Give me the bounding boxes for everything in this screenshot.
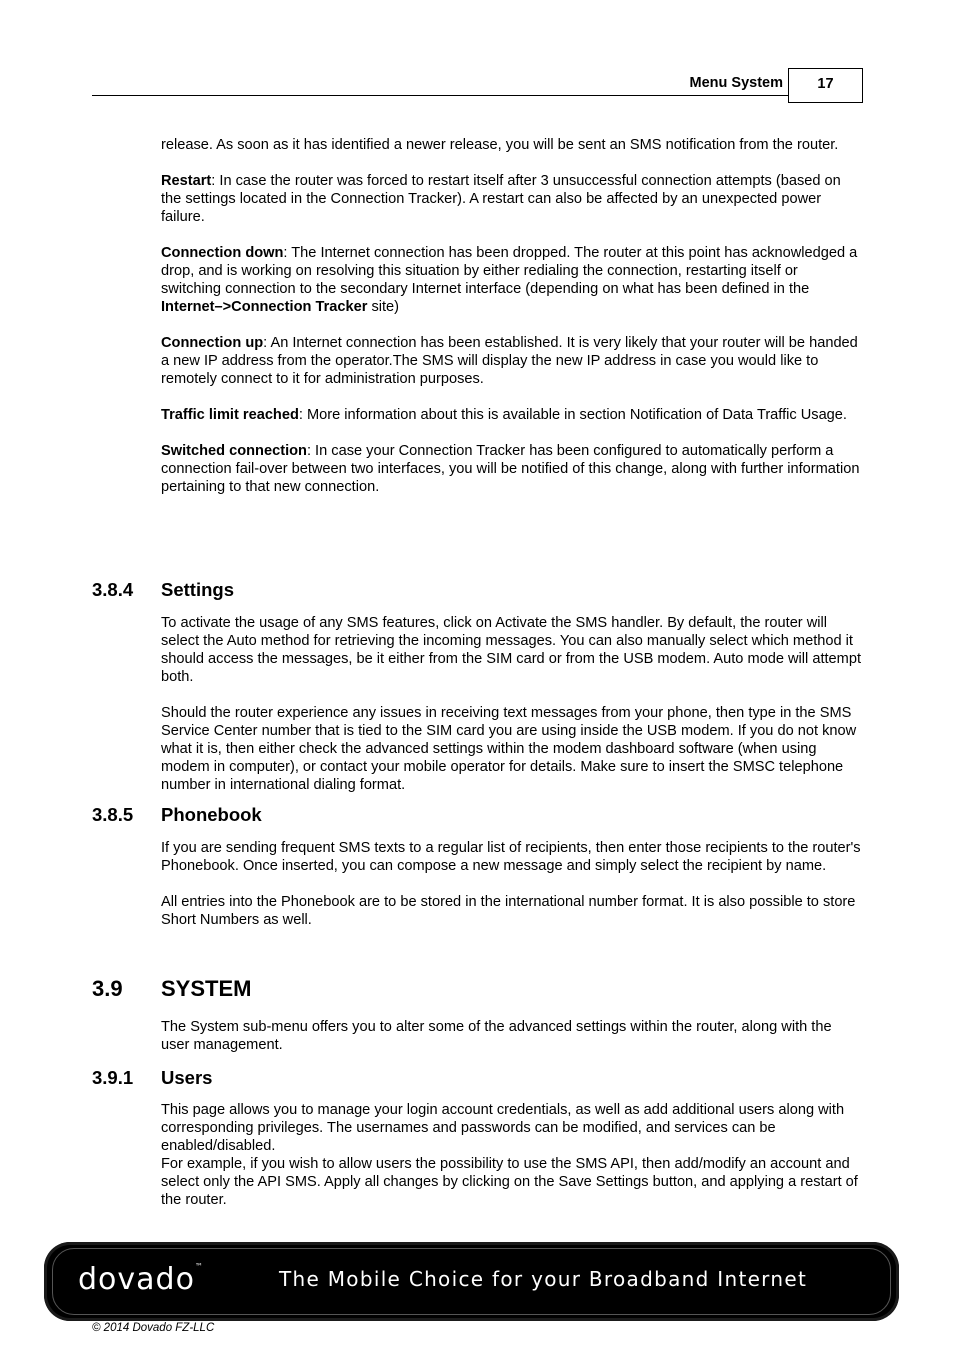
sms-notification-list (161, 136, 861, 496)
header-rule (92, 95, 788, 96)
definition: : The Internet connection has been dropped. The router at this point has acknowledged a drop, and is working on resolving this situation by either redialing the connection, restarting itself or switching connection to the secondary Internet interface (depending on what has been defined in the (161, 245, 858, 297)
users-body (161, 1101, 861, 1209)
definition-tail: site) (367, 299, 400, 315)
definition: : In case the router was forced to restart itself after 3 unsuccessful connection attempts (based on the settings located in the Connection Tracker). A restart can also be affected by an unexpected power failure. (161, 173, 841, 225)
connection-up-item (161, 334, 861, 388)
definition: : An Internet connection has been established. It is very likely that your router will be handed a new IP address from the operator.The SMS will display the new IP address in case you would like to remotely connect to it for administration purposes. (161, 335, 858, 387)
paragraph: If you are sending frequent SMS texts to a regular list of recipients, then enter those recipients to the router's Phonebook. Once inserted, you can compose a new message and simply select the recipient by name. (161, 840, 861, 874)
term: Restart (161, 173, 212, 189)
page-number-box (788, 68, 863, 103)
section-title: Phonebook (161, 804, 262, 825)
running-header-title: Menu System (689, 75, 783, 91)
banner-slogan: The Mobile Choice for your Broadband Internet (279, 1267, 808, 1291)
copyright-notice: © 2014 Dovado FZ-LLC (92, 1322, 215, 1334)
trademark-icon: ™ (194, 1262, 204, 1271)
section-number: 3.9.1 (92, 1067, 134, 1088)
definition: : More information about this is available in section Notification of Data Traffic Usage. (298, 407, 847, 423)
system-body (161, 1018, 861, 1054)
section-number: 3.8.5 (92, 804, 134, 825)
section-title: Users (161, 1067, 213, 1088)
term: Connection down (161, 245, 284, 261)
page-number: 17 (817, 76, 834, 92)
footer-banner (44, 1242, 899, 1321)
dovado-logo (78, 1262, 204, 1297)
paragraph: release. As soon as it has identified a newer release, you will be sent an SMS notification from the router. (161, 137, 839, 153)
logo-text: dovado (78, 1262, 195, 1297)
term: Switched connection (161, 443, 307, 459)
section-title: Settings (161, 579, 234, 600)
section-title: SYSTEM (161, 976, 252, 1001)
menu-path: Internet–>Connection Tracker (161, 299, 368, 315)
switched-connection-item (161, 442, 861, 496)
paragraph: The System sub-menu offers you to alter some of the advanced settings within the router, along with the user management. (161, 1019, 832, 1053)
restart-item (161, 172, 861, 226)
section-number: 3.8.4 (92, 579, 134, 600)
term: Connection up (161, 335, 264, 351)
paragraph: All entries into the Phonebook are to be stored in the international number format. It is also possible to store Short Numbers as well. (161, 894, 856, 928)
paragraph: For example, if you wish to allow users the possibility to use the SMS API, then add/modify an account and select only the API SMS. Apply all changes by clicking on the Save Settings button, and applying a restart of the router. (161, 1156, 858, 1208)
paragraph: This page allows you to manage your login account credentials, as well as add additional users along with corresponding privileges. The usernames and passwords can be modified, and services can be enabled/disabled. (161, 1102, 845, 1154)
connection-down-item (161, 244, 861, 316)
phonebook-body (161, 839, 861, 929)
section-number: 3.9 (92, 976, 123, 1001)
paragraph: Should the router experience any issues in receiving text messages from your phone, then type in the SMS Service Center number that is tied to the SIM card you are using inside the USB modem. If you do not know what it is, then either check the advanced settings within the modem dashboard software (when using modem in computer), or contact your mobile operator for details. Make sure to insert the SMSC telephone number in international dialing format. (161, 705, 857, 793)
settings-body (161, 614, 861, 794)
paragraph: To activate the usage of any SMS features, click on Activate the SMS handler. By default, the router will select the Auto method for retrieving the incoming messages. You can also manually select which method it should access the messages, be it either from the SIM card or from the USB modem. Auto mode will attempt both. (161, 615, 861, 685)
definition: : In case your Connection Tracker has been configured to automatically perform a connection fail-over between two interfaces, you will be notified of this change, along with further information pertaining to that new connection. (161, 443, 860, 495)
term: Traffic limit reached (161, 407, 299, 423)
traffic-limit-item (161, 406, 861, 424)
